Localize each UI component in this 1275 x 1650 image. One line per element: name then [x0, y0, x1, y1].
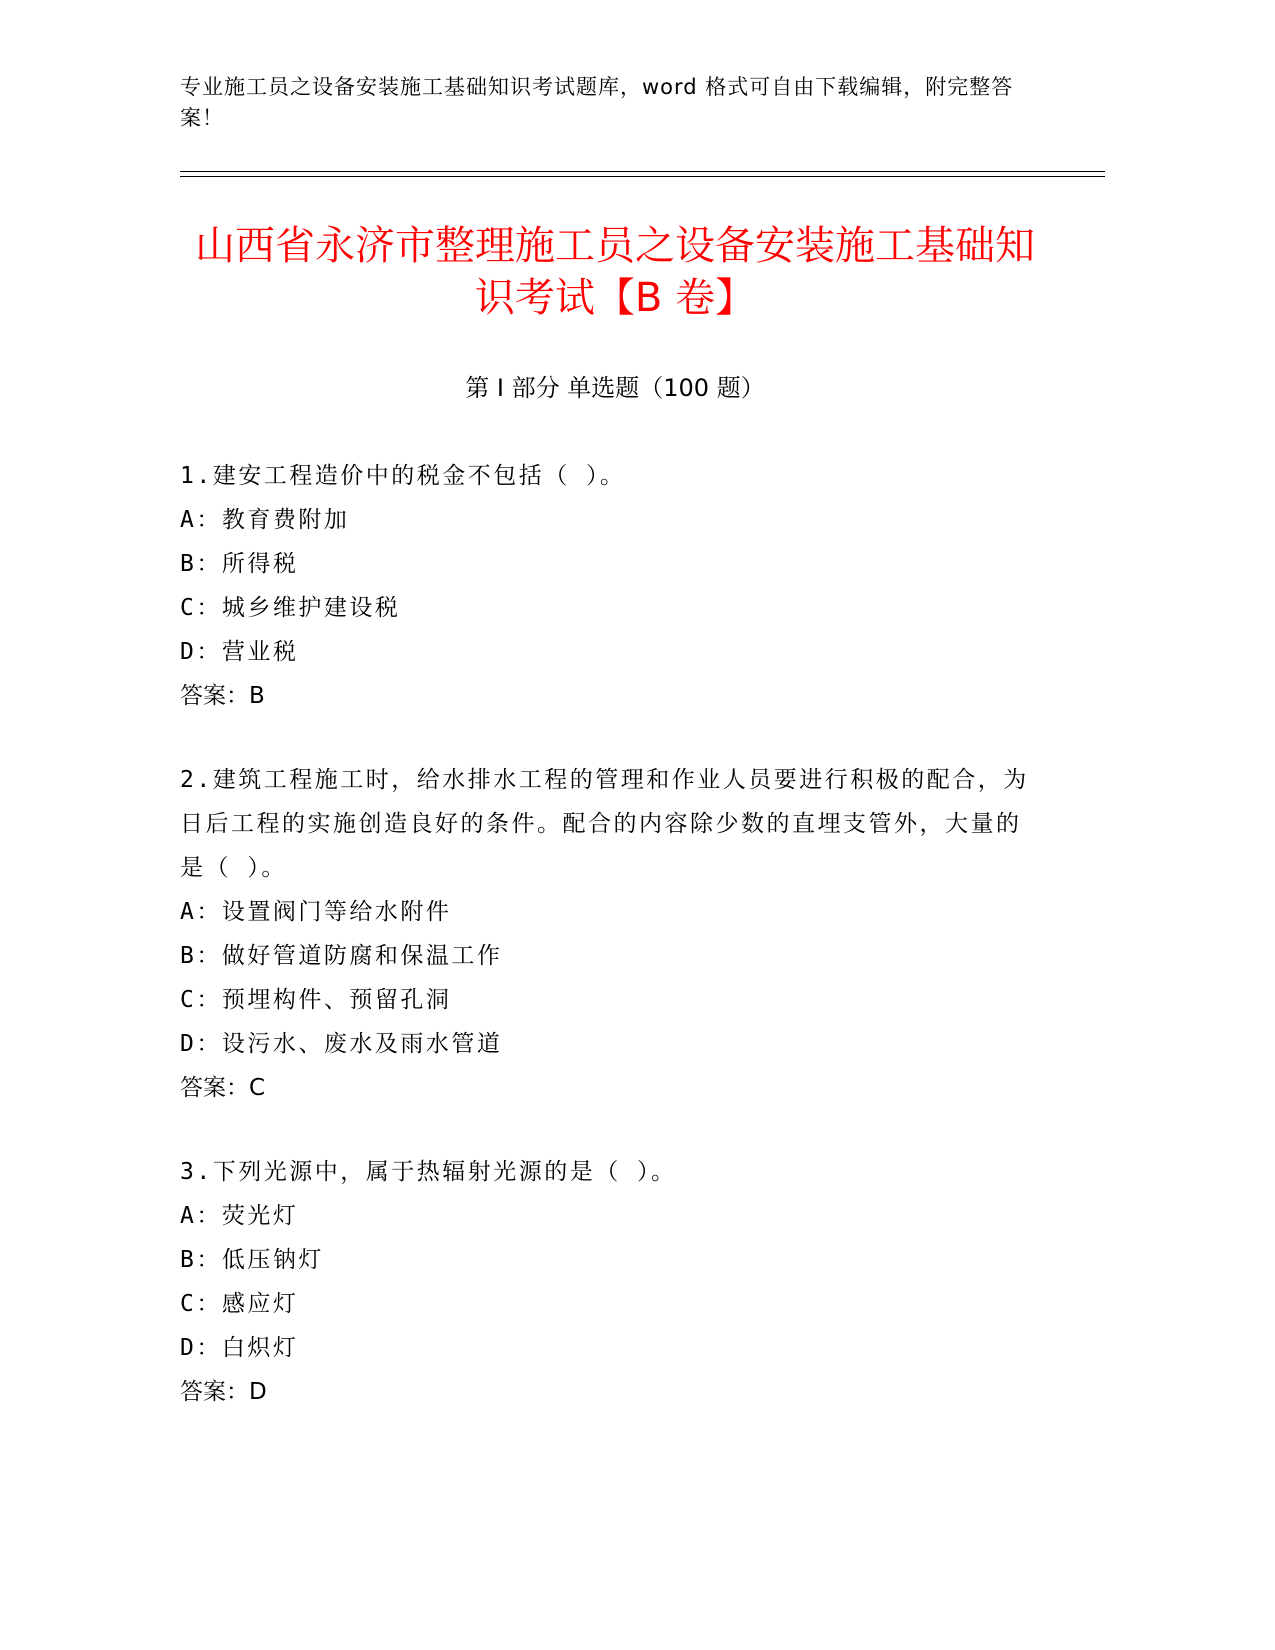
answer: 答案：D [180, 1379, 267, 1405]
question-stem: 2.建筑工程施工时，给水排水工程的管理和作业人员要进行积极的配合，为日后工程的实施创造良好的条件。配合的内容除少数的直埋支管外，大量的是（ ）。 [180, 767, 1029, 881]
option-a: A：教育费附加 [180, 507, 350, 533]
option-c: C：感应灯 [180, 1291, 299, 1317]
option-b: B：做好管道防腐和保温工作 [180, 943, 503, 969]
question-block [180, 1150, 1030, 1414]
header-divider-top [180, 171, 1105, 172]
option-a: A：设置阀门等给水附件 [180, 899, 452, 925]
option-c: C：预埋构件、预留孔洞 [180, 987, 452, 1013]
option-a: A：荧光灯 [180, 1203, 299, 1229]
option-d: D：营业税 [180, 639, 299, 665]
section-title: 第 I 部分 单选题（100 题） [465, 374, 765, 402]
question-stem: 3.下列光源中，属于热辐射光源的是（ ）。 [180, 1159, 677, 1185]
header-divider-bottom [180, 176, 1105, 177]
document-title: 山西省永济市整理施工员之设备安装施工基础知识考试【B 卷】 [195, 223, 1035, 321]
question-stem: 1.建安工程造价中的税金不包括（ ）。 [180, 463, 626, 489]
answer: 答案：C [180, 1075, 266, 1101]
option-d: D：白炽灯 [180, 1335, 299, 1361]
header-note: 专业施工员之设备安装施工基础知识考试题库，word 格式可自由下载编辑，附完整答案！ [180, 75, 1014, 130]
option-b: B：所得税 [180, 551, 299, 577]
option-c: C：城乡维护建设税 [180, 595, 401, 621]
option-d: D：设污水、废水及雨水管道 [180, 1031, 503, 1057]
question-block [180, 758, 1030, 1110]
question-block [180, 454, 1030, 718]
option-b: B：低压钠灯 [180, 1247, 324, 1273]
answer: 答案：B [180, 683, 265, 709]
